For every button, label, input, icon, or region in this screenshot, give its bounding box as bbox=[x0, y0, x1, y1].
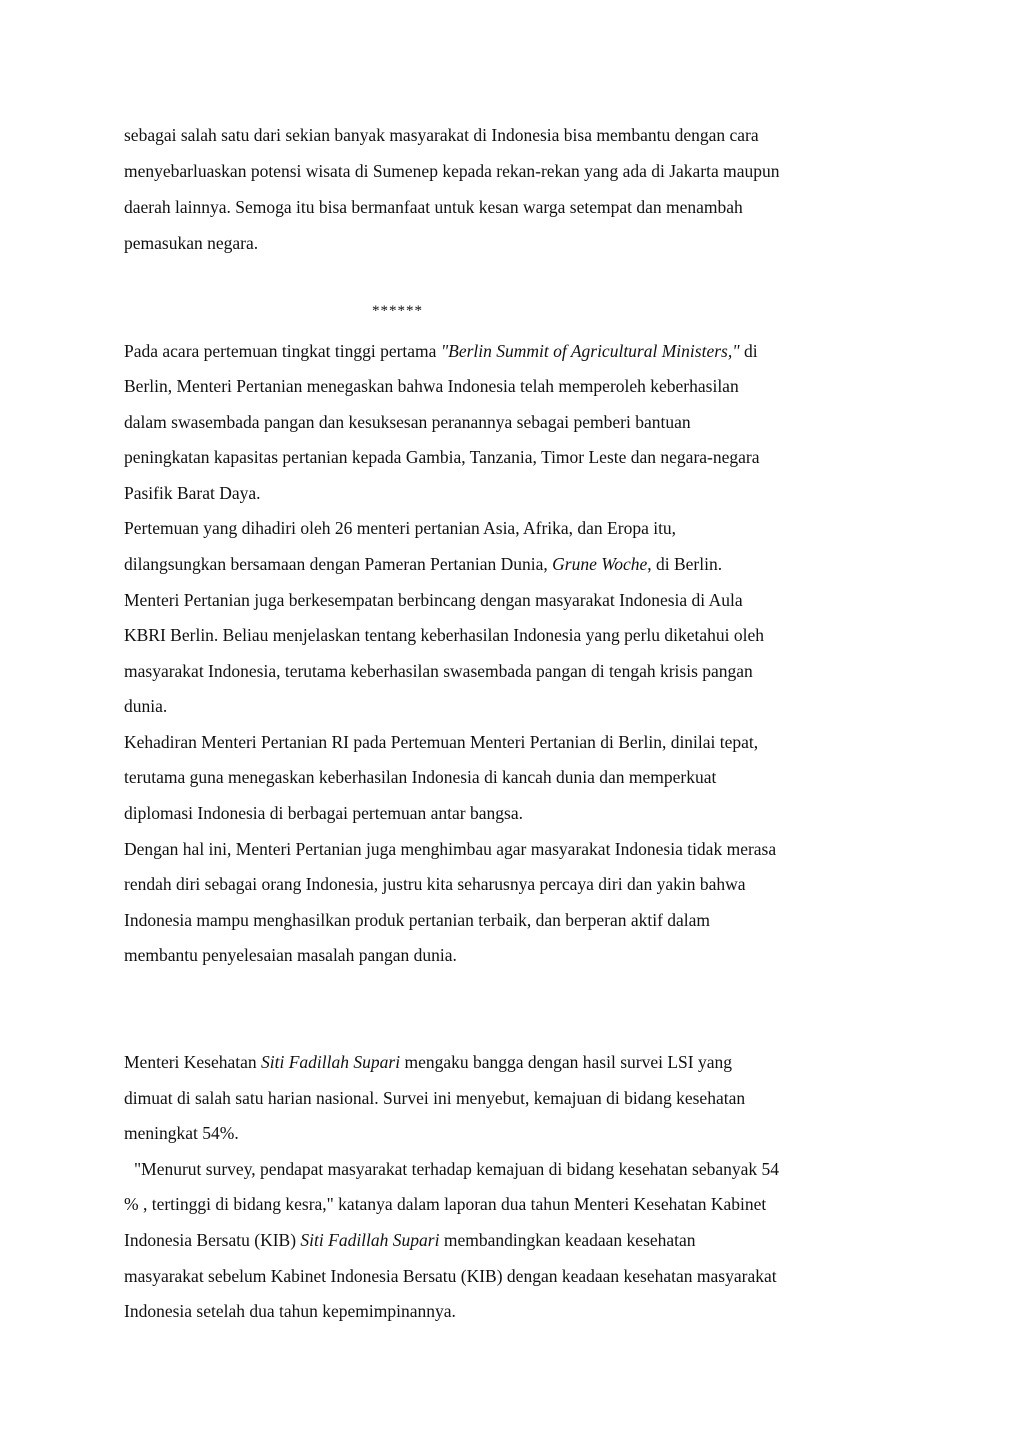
text-line bbox=[124, 1051, 904, 1073]
text-line: KBRI Berlin. Beliau menjelaskan tentang keberhasilan Indonesia yang perlu diketahui oleh bbox=[124, 625, 765, 645]
text-line: sebagai salah satu dari sekian banyak masyarakat di Indonesia bisa membantu dengan cara bbox=[124, 125, 759, 145]
text-line bbox=[124, 340, 904, 362]
text-line: Pasifik Barat Daya. bbox=[124, 483, 261, 503]
text-segment: Menteri Kesehatan bbox=[124, 1052, 262, 1072]
person-name-italic: Siti Fadillah Supari bbox=[261, 1052, 401, 1072]
text-line: rendah diri sebagai orang Indonesia, justru kita seharusnya percaya diri dan yakin bahwa bbox=[124, 874, 746, 894]
text-line: % , tertinggi di bidang kesra," katanya dalam laporan dua tahun Menteri Kesehatan Kabinet bbox=[124, 1194, 767, 1214]
text-line: peningkatan kapasitas pertanian kepada Gambia, Tanzania, Timor Leste dan negara-negara bbox=[124, 447, 760, 467]
event-name-italic: Grune Woche bbox=[552, 554, 648, 574]
text-segment: Pada acara pertemuan tingkat tinggi pertama bbox=[124, 341, 441, 361]
text-segment: mengaku bangga dengan hasil survei LSI yang bbox=[400, 1052, 733, 1072]
text-line: menyebarluaskan potensi wisata di Sumenep kepada rekan-rekan yang ada di Jakarta maupun bbox=[124, 161, 780, 181]
text-segment: , di Berlin. bbox=[647, 554, 723, 574]
text-line: "Menurut survey, pendapat masyarakat terhadap kemajuan di bidang kesehatan sebanyak 54 bbox=[134, 1159, 780, 1179]
text-line: daerah lainnya. Semoga itu bisa bermanfaat untuk kesan warga setempat dan menambah bbox=[124, 197, 743, 217]
text-line: dunia. bbox=[124, 696, 168, 716]
text-line bbox=[124, 1229, 904, 1251]
text-line: Indonesia mampu menghasilkan produk pertanian terbaik, dan berperan aktif dalam bbox=[124, 910, 711, 930]
text-line: masyarakat sebelum Kabinet Indonesia Bersatu (KIB) dengan keadaan kesehatan masyarakat bbox=[124, 1266, 777, 1286]
text-line: dimuat di salah satu harian nasional. Survei ini menyebut, kemajuan di bidang kesehatan bbox=[124, 1088, 746, 1108]
text-line: Menteri Pertanian juga berkesempatan berbincang dengan masyarakat Indonesia di Aula bbox=[124, 590, 743, 610]
section-separator: ****** bbox=[372, 303, 423, 319]
text-line bbox=[124, 553, 904, 575]
text-line: Dengan hal ini, Menteri Pertanian juga menghimbau agar masyarakat Indonesia tidak merasa bbox=[124, 839, 777, 859]
text-line: membantu penyelesaian masalah pangan dunia. bbox=[124, 945, 457, 965]
person-name-italic: Siti Fadillah Supari bbox=[300, 1230, 440, 1250]
text-line: meningkat 54%. bbox=[124, 1123, 239, 1143]
text-segment: membandingkan keadaan kesehatan bbox=[439, 1230, 696, 1250]
text-segment: Indonesia Bersatu (KIB) bbox=[124, 1230, 301, 1250]
text-line: diplomasi Indonesia di berbagai pertemuan antar bangsa. bbox=[124, 803, 523, 823]
text-line: terutama guna menegaskan keberhasilan Indonesia di kancah dunia dan memperkuat bbox=[124, 767, 717, 787]
text-line: pemasukan negara. bbox=[124, 233, 259, 253]
text-line: Indonesia setelah dua tahun kepemimpinannya. bbox=[124, 1301, 456, 1321]
text-segment: dilangsungkan bersamaan dengan Pameran Pertanian Dunia, bbox=[124, 554, 553, 574]
text-segment: di bbox=[739, 341, 758, 361]
text-line: dalam swasembada pangan dan kesuksesan peranannya sebagai pemberi bantuan bbox=[124, 412, 691, 432]
event-name-italic: "Berlin Summit of Agricultural Ministers," bbox=[440, 341, 740, 361]
text-line: Pertemuan yang dihadiri oleh 26 menteri pertanian Asia, Afrika, dan Eropa itu, bbox=[124, 518, 677, 538]
text-line: Berlin, Menteri Pertanian menegaskan bahwa Indonesia telah memperoleh keberhasilan bbox=[124, 376, 739, 396]
text-line: Kehadiran Menteri Pertanian RI pada Pertemuan Menteri Pertanian di Berlin, dinilai tepat, bbox=[124, 732, 759, 752]
text-line: masyarakat Indonesia, terutama keberhasilan swasembada pangan di tengah krisis pangan bbox=[124, 661, 753, 681]
